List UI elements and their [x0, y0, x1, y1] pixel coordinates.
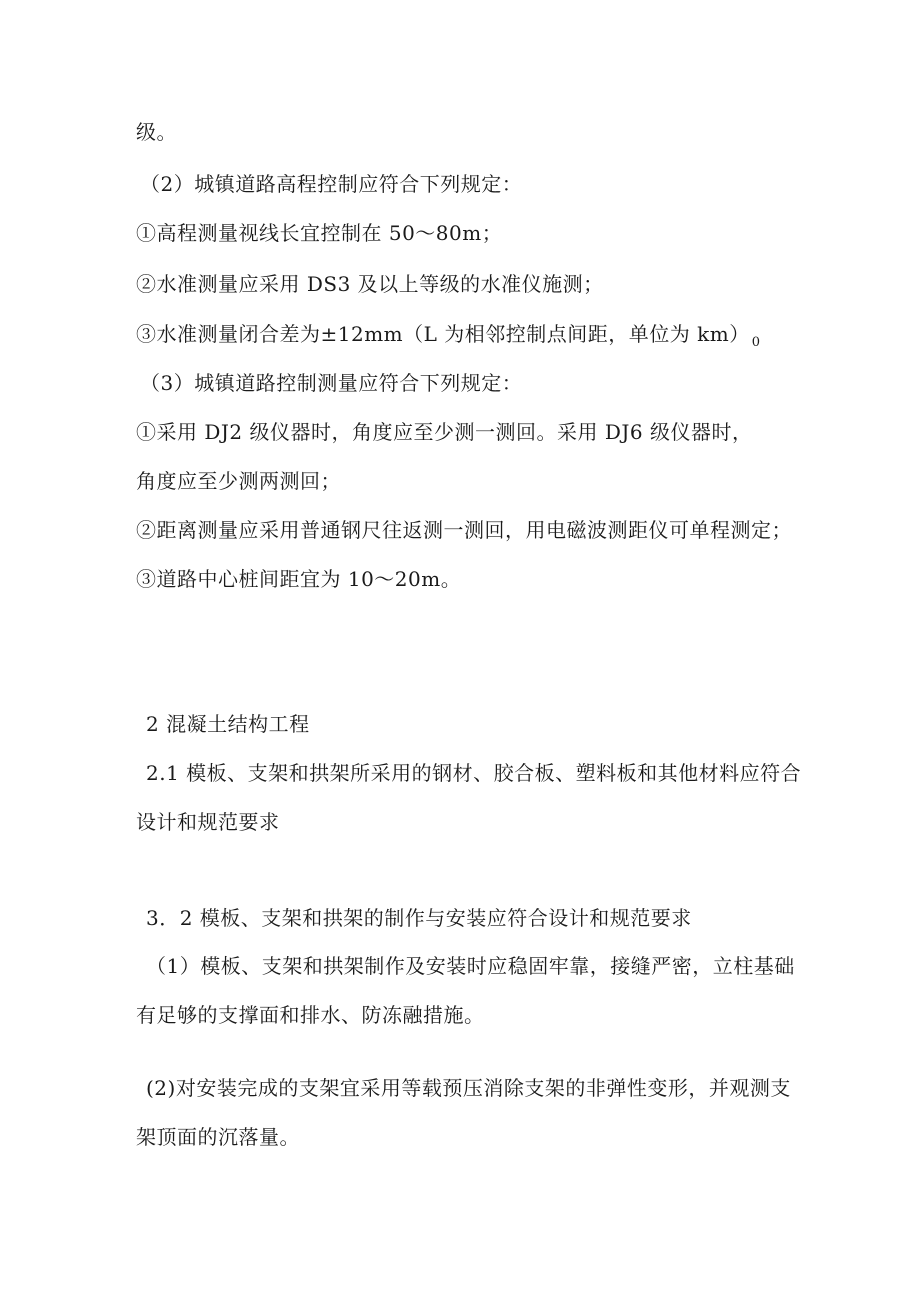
- item-2-distance-measurement: ②距离测量应采用普通钢尺往返测一测回，用电磁波测距仪可单程测定；: [136, 518, 792, 542]
- item-2-preload: (2)对安装完成的支架宜采用等载预压消除支架的非弹性变形，并观测支: [146, 1076, 791, 1100]
- item-1-continued: 角度应至少测两测回；: [136, 469, 341, 493]
- item-1-formwork: （1）模板、支架和拱架制作及安装时应稳固牢靠，接缝严密，立柱基础: [146, 954, 795, 978]
- item-2-preload-continued: 架顶面的沉落量。: [136, 1125, 300, 1149]
- section-heading-concrete: 2 混凝土结构工程: [146, 712, 310, 736]
- subsection-2-1: 2.1 模板、支架和拱架所采用的钢材、胶合板、塑料板和其他材料应符合: [146, 761, 802, 785]
- item-3-closure-error: [136, 320, 761, 357]
- item-2-level-instrument: ②水准测量应采用 DS3 及以上等级的水准仪施测；: [136, 272, 604, 296]
- item-3-stake-spacing: ③道路中心桩间距宜为 10～20m。: [136, 567, 462, 591]
- closure-error-text: ③水准测量闭合差为±12mm（L 为相邻控制点间距，单位为 km）: [136, 322, 750, 346]
- item-1-formwork-continued: 有足够的支撑面和排水、防冻融措施。: [136, 1003, 485, 1027]
- subsection-2-1-continued: 设计和规范要求: [136, 810, 280, 834]
- closure-error-subscript: 0: [751, 335, 761, 350]
- text-line-grade-end: 级。: [136, 120, 177, 144]
- clause-3-control-survey: （3）城镇道路控制测量应符合下列规定：: [140, 371, 523, 395]
- item-1-sight-length: ①高程测量视线长宜控制在 50～80m；: [136, 221, 503, 245]
- subsection-3-2: 3．2 模板、支架和拱架的制作与安装应符合设计和规范要求: [146, 906, 692, 930]
- item-1-dj-instrument: ①采用 DJ2 级仪器时，角度应至少测一测回。采用 DJ6 级仪器时，: [136, 420, 753, 444]
- clause-2-elevation-control: （2）城镇道路高程控制应符合下列规定：: [140, 172, 523, 196]
